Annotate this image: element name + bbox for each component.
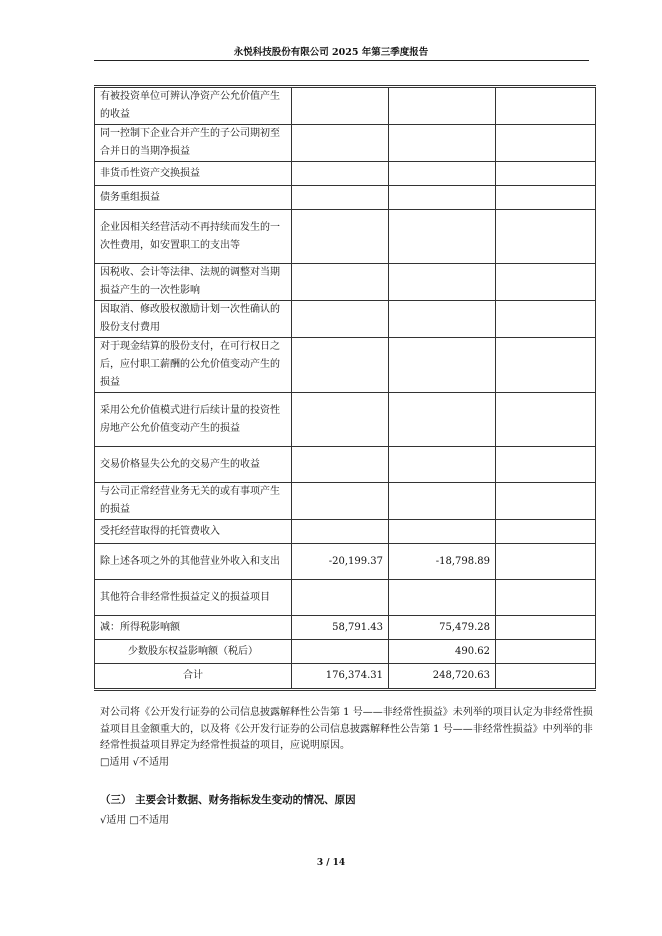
row-label: 对于现金结算的股份支付，在可行权日之后，应付职工薪酬的公允价值变动产生的损益 <box>95 338 292 393</box>
note-cell <box>496 664 596 690</box>
note-cell <box>496 483 596 520</box>
ytd-cell <box>389 125 496 162</box>
table-row <box>95 393 596 447</box>
ytd-cell: 248,720.63 <box>389 664 496 690</box>
current-period-cell: 176,374.31 <box>292 664 389 690</box>
current-period-cell <box>292 447 389 483</box>
section-title: （三） 主要会计数据、财务指标发生变动的情况、原因 <box>100 794 356 806</box>
table-row <box>95 125 596 162</box>
current-period-cell <box>292 520 389 544</box>
row-label: 交易价格显失公允的交易产生的收益 <box>95 447 292 483</box>
current-period-cell <box>292 640 389 664</box>
ytd-cell <box>389 186 496 210</box>
current-period-cell <box>292 210 389 264</box>
current-period-cell <box>292 580 389 616</box>
header-divider <box>94 60 589 61</box>
note-cell <box>496 186 596 210</box>
non-recurring-gains-table <box>94 85 596 691</box>
ytd-cell <box>389 483 496 520</box>
ytd-cell <box>389 210 496 264</box>
current-period-cell <box>292 301 389 338</box>
current-period-cell: 58,791.43 <box>292 616 389 640</box>
table-row <box>95 338 596 393</box>
current-period-cell: -20,199.37 <box>292 544 389 580</box>
note-cell <box>496 393 596 447</box>
current-period-cell <box>292 87 389 125</box>
note-cell <box>496 616 596 640</box>
table-row <box>95 162 596 186</box>
note-cell <box>496 520 596 544</box>
row-label: 减：所得税影响额 <box>95 616 292 640</box>
note-cell <box>496 87 596 125</box>
current-period-cell <box>292 186 389 210</box>
table-row <box>95 447 596 483</box>
row-label: 合计 <box>95 664 292 690</box>
ytd-cell: 490.62 <box>389 640 496 664</box>
ytd-cell <box>389 264 496 301</box>
section-applicability-options: √适用 □不适用 <box>100 815 169 826</box>
current-period-cell <box>292 483 389 520</box>
applicability-options: □适用 √不适用 <box>100 757 169 768</box>
row-label: 债务重组损益 <box>95 186 292 210</box>
row-label: 采用公允价值模式进行后续计量的投资性房地产公允价值变动产生的损益 <box>95 393 292 447</box>
note-cell <box>496 338 596 393</box>
table-row <box>95 616 596 640</box>
current-period-cell <box>292 338 389 393</box>
note-cell <box>496 162 596 186</box>
table-row <box>95 186 596 210</box>
ytd-cell <box>389 87 496 125</box>
table-row <box>95 301 596 338</box>
row-label: 少数股东权益影响额（税后） <box>95 640 292 664</box>
note-cell <box>496 210 596 264</box>
note-cell <box>496 544 596 580</box>
row-label: 有被投资单位可辨认净资产公允价值产生的收益 <box>95 87 292 125</box>
table-row <box>95 264 596 301</box>
table-row <box>95 210 596 264</box>
row-label: 受托经营取得的托管费收入 <box>95 520 292 544</box>
report-header: 永悦科技股份有限公司 2025 年第三季度报告 <box>233 47 429 58</box>
disclosure-note: 对公司将《公开发行证券的公司信息披露解释性公告第 1 号——非经常性损益》未列举的项目认定为非经常性损益项目且金额重大的，以及将《公开发行证券的公司信息披露解释性公告第 1 号——非经常性损益》中列举的非经常性损益项目界定为经常性损益的项目，应说明原因。 <box>100 707 593 751</box>
note-cell <box>496 125 596 162</box>
ytd-cell <box>389 162 496 186</box>
table-row-total <box>95 664 596 690</box>
current-period-cell <box>292 393 389 447</box>
ytd-cell <box>389 393 496 447</box>
row-label: 同一控制下企业合并产生的子公司期初至合并日的当期净损益 <box>95 125 292 162</box>
table-row <box>95 520 596 544</box>
current-period-cell <box>292 162 389 186</box>
row-label: 其他符合非经常性损益定义的损益项目 <box>95 580 292 616</box>
row-label: 非货币性资产交换损益 <box>95 162 292 186</box>
ytd-cell: -18,798.89 <box>389 544 496 580</box>
table-row <box>95 87 596 125</box>
table-row <box>95 640 596 664</box>
ytd-cell <box>389 301 496 338</box>
row-label: 因税收、会计等法律、法规的调整对当期损益产生的一次性影响 <box>95 264 292 301</box>
current-period-cell <box>292 125 389 162</box>
ytd-cell <box>389 520 496 544</box>
row-label: 因取消、修改股权激励计划一次性确认的股份支付费用 <box>95 301 292 338</box>
table-row <box>95 483 596 520</box>
note-cell <box>496 447 596 483</box>
ytd-cell <box>389 580 496 616</box>
current-period-cell <box>292 264 389 301</box>
table-row <box>95 544 596 580</box>
note-cell <box>496 264 596 301</box>
page-number: 3 / 14 <box>316 858 346 868</box>
ytd-cell <box>389 338 496 393</box>
note-cell <box>496 580 596 616</box>
row-label: 企业因相关经营活动不再持续而发生的一次性费用，如安置职工的支出等 <box>95 210 292 264</box>
note-cell <box>496 640 596 664</box>
ytd-cell <box>389 447 496 483</box>
table-row <box>95 580 596 616</box>
row-label: 除上述各项之外的其他营业外收入和支出 <box>95 544 292 580</box>
ytd-cell: 75,479.28 <box>389 616 496 640</box>
row-label: 与公司正常经营业务无关的或有事项产生的损益 <box>95 483 292 520</box>
note-cell <box>496 301 596 338</box>
